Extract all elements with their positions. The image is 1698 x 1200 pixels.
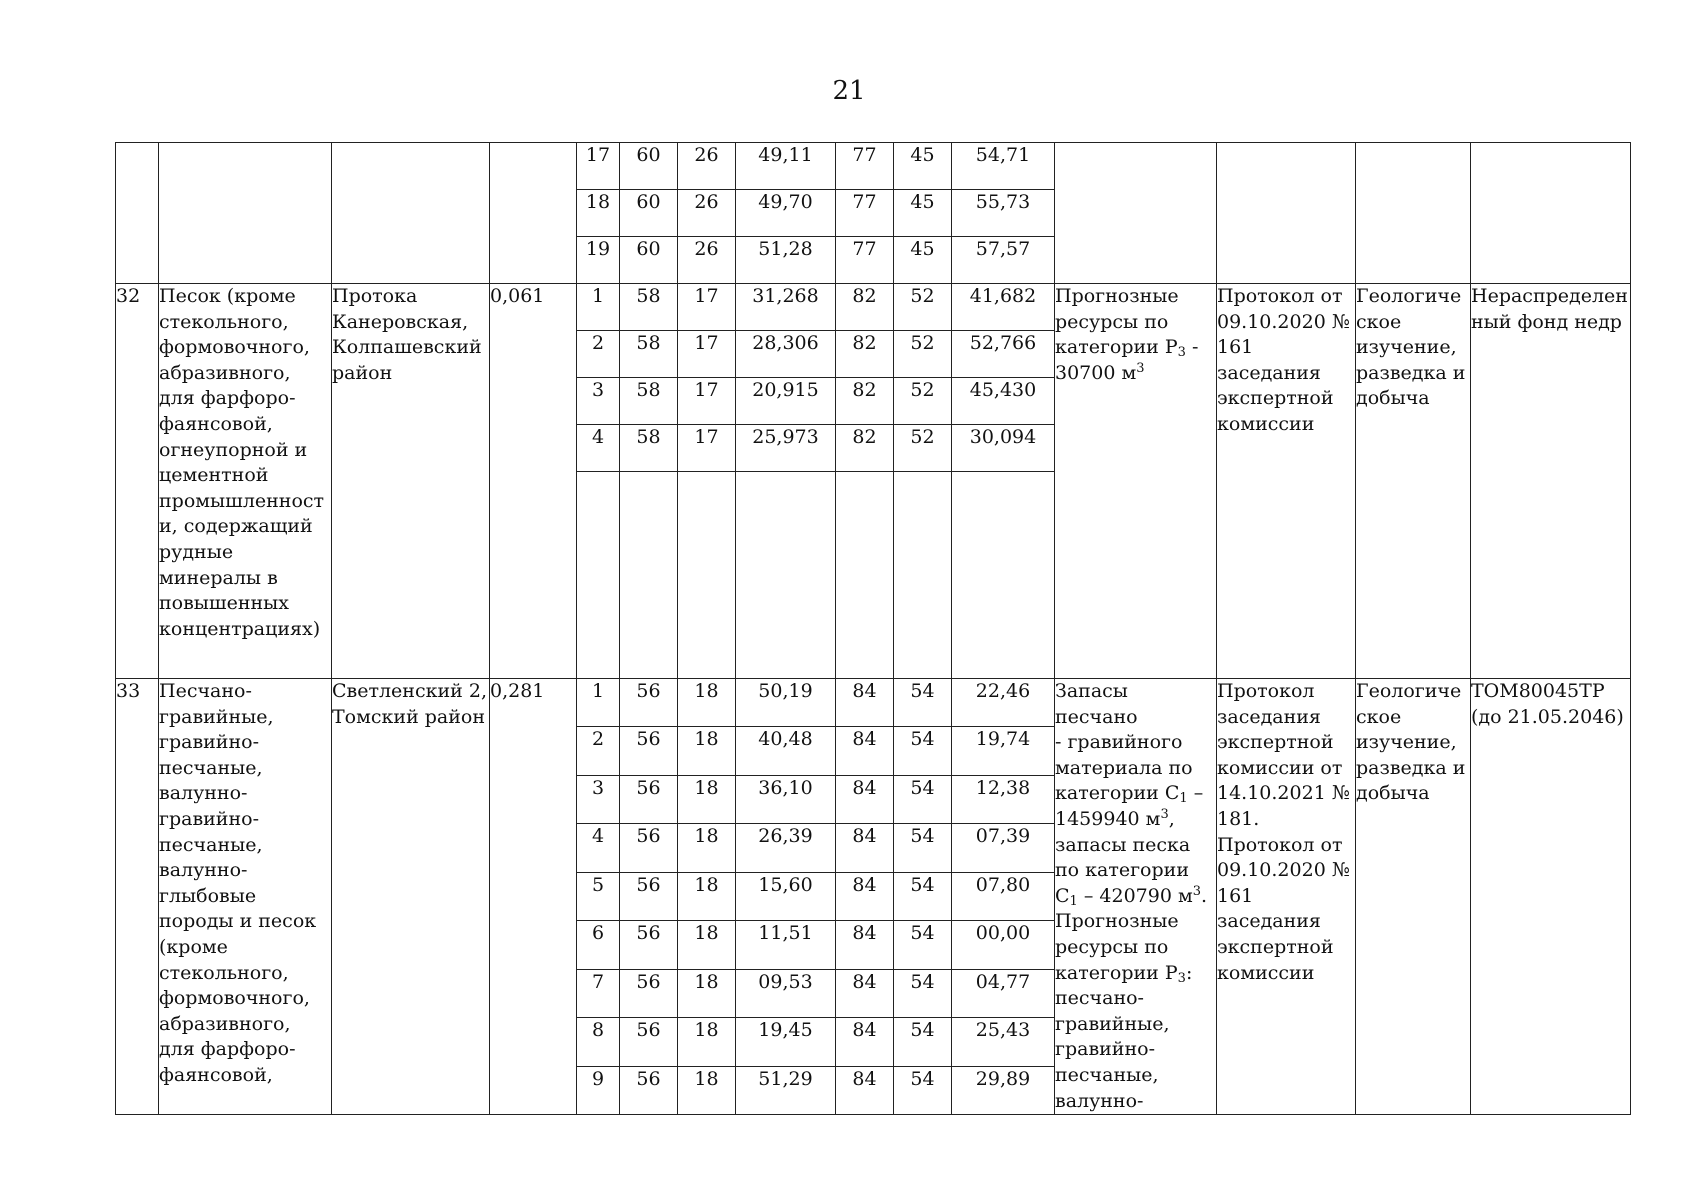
lat-minutes: 18 xyxy=(678,824,736,872)
lat-degrees: 56 xyxy=(620,921,678,969)
lat-seconds: 26,39 xyxy=(736,824,836,872)
cell-num-empty xyxy=(116,143,159,284)
mineral-type: Песок (кроме стекольного, формовочного, абразивного, для фарфоро- фаянсовой, огнеупорной и цементной промышленност и, содержащий рудные минералы в повышенных концентрациях) xyxy=(159,284,332,679)
point-number: 3 xyxy=(577,378,620,425)
lat-minutes: 18 xyxy=(678,1018,736,1066)
point-number: 2 xyxy=(577,331,620,378)
point-number: 3 xyxy=(577,775,620,823)
lat-degrees: 60 xyxy=(620,143,678,190)
lon-minutes: 54 xyxy=(894,1066,952,1114)
lon-degrees: 77 xyxy=(836,190,894,237)
lon-minutes: 54 xyxy=(894,921,952,969)
license-status: Нераспределен ный фонд недр xyxy=(1471,284,1631,679)
lon-minutes: 45 xyxy=(894,190,952,237)
lon-seconds: 54,71 xyxy=(952,143,1055,190)
lat-seconds: 28,306 xyxy=(736,331,836,378)
lon-seconds: 07,39 xyxy=(952,824,1055,872)
lat-degrees: 60 xyxy=(620,237,678,284)
lat-degrees: 56 xyxy=(620,824,678,872)
lat-seconds: 20,915 xyxy=(736,378,836,425)
lat-minutes: 18 xyxy=(678,921,736,969)
lat-degrees: 60 xyxy=(620,190,678,237)
lon-degrees: 77 xyxy=(836,237,894,284)
license-status: ТОМ80045ТР (до 21.05.2046) xyxy=(1471,679,1631,1115)
mineral-type: Песчано- гравийные, гравийно- песчаные, валунно- гравийно- песчаные, валунно- глыбовые породы и песок (кроме стекольного, формовочного, абразивного, для фарфоро- фаянсовой, xyxy=(159,679,332,1115)
lon-seconds: 04,77 xyxy=(952,969,1055,1017)
lat-degrees: 56 xyxy=(620,1066,678,1114)
lon-seconds: 45,430 xyxy=(952,378,1055,425)
lon-seconds: 19,74 xyxy=(952,727,1055,775)
lat-minutes: 17 xyxy=(678,331,736,378)
lon-minutes: 45 xyxy=(894,237,952,284)
lon-seconds: 57,57 xyxy=(952,237,1055,284)
cell-protocol-empty xyxy=(1217,143,1356,284)
subsoil-use-purpose: Геологиче ское изучение, разведка и добыча xyxy=(1356,679,1471,1115)
table-row-33 xyxy=(116,679,1631,727)
lat-seconds: 49,11 xyxy=(736,143,836,190)
lat-seconds: 15,60 xyxy=(736,872,836,920)
lon-degrees: 82 xyxy=(836,425,894,472)
lat-seconds: 09,53 xyxy=(736,969,836,1017)
cell-license-empty xyxy=(1471,143,1631,284)
lat-seconds: 51,28 xyxy=(736,237,836,284)
point-number: 17 xyxy=(577,143,620,190)
lon-minutes: 52 xyxy=(894,284,952,331)
lon-minutes: 54 xyxy=(894,679,952,727)
point-number: 19 xyxy=(577,237,620,284)
lat-degrees: 58 xyxy=(620,284,678,331)
cell-area-empty xyxy=(490,143,577,284)
point-number: 1 xyxy=(577,679,620,727)
lat-minutes: 18 xyxy=(678,727,736,775)
lat-minutes: 17 xyxy=(678,378,736,425)
blank-cell xyxy=(952,472,1055,679)
subsoil-use-purpose: Геологиче ское изучение, разведка и добыча xyxy=(1356,284,1471,679)
lon-degrees: 84 xyxy=(836,1018,894,1066)
point-number: 9 xyxy=(577,1066,620,1114)
lon-minutes: 54 xyxy=(894,727,952,775)
protocol-reference: Протокол от 09.10.2020 № 161 заседания экспертной комиссии xyxy=(1217,284,1356,679)
cell-location-empty xyxy=(332,143,490,284)
point-number: 1 xyxy=(577,284,620,331)
lat-minutes: 18 xyxy=(678,775,736,823)
lon-minutes: 54 xyxy=(894,872,952,920)
lon-minutes: 54 xyxy=(894,1018,952,1066)
lat-seconds: 40,48 xyxy=(736,727,836,775)
table-body xyxy=(116,143,1631,1115)
cell-mineral-empty xyxy=(159,143,332,284)
reserves-description: Запасы песчано - гравийного материала по категории $С_1$ – 1459940 $м^3$, запасы песка по категории $С_1 - 420790$ $м^3$. Прогнозные ресурсы по категории $Р_3$: песчано- гравийные, гравийно- песчаные, валунно- xyxy=(1055,679,1217,1115)
lon-seconds: 29,89 xyxy=(952,1066,1055,1114)
lon-degrees: 84 xyxy=(836,727,894,775)
page-number: 21 xyxy=(832,76,866,106)
lon-seconds: 12,38 xyxy=(952,775,1055,823)
lon-degrees: 84 xyxy=(836,872,894,920)
cell-resources-empty xyxy=(1055,143,1217,284)
lat-seconds: 19,45 xyxy=(736,1018,836,1066)
lat-minutes: 17 xyxy=(678,284,736,331)
cell-purpose-empty xyxy=(1356,143,1471,284)
lat-degrees: 56 xyxy=(620,969,678,1017)
blank-cell xyxy=(577,472,620,679)
lon-degrees: 77 xyxy=(836,143,894,190)
resources-description: Прогнозные ресурсы по категории $Р_3$ - 30700 $м^3$ xyxy=(1055,284,1217,679)
lat-seconds: 36,10 xyxy=(736,775,836,823)
point-number: 6 xyxy=(577,921,620,969)
lat-minutes: 26 xyxy=(678,237,736,284)
site-area: 0,061 xyxy=(490,284,577,679)
lon-seconds: 30,094 xyxy=(952,425,1055,472)
lon-minutes: 52 xyxy=(894,378,952,425)
lon-degrees: 84 xyxy=(836,775,894,823)
lat-degrees: 58 xyxy=(620,378,678,425)
lon-minutes: 54 xyxy=(894,969,952,1017)
lon-degrees: 82 xyxy=(836,331,894,378)
lon-degrees: 84 xyxy=(836,824,894,872)
lon-degrees: 84 xyxy=(836,921,894,969)
register-table xyxy=(115,142,1631,1115)
lat-seconds: 25,973 xyxy=(736,425,836,472)
table-row-32 xyxy=(116,284,1631,331)
lon-minutes: 54 xyxy=(894,775,952,823)
lat-minutes: 17 xyxy=(678,425,736,472)
lon-seconds: 41,682 xyxy=(952,284,1055,331)
lat-minutes: 18 xyxy=(678,969,736,1017)
point-number: 4 xyxy=(577,425,620,472)
table-row-prev-continuation xyxy=(116,143,1631,190)
lon-degrees: 82 xyxy=(836,378,894,425)
lat-minutes: 26 xyxy=(678,190,736,237)
lat-degrees: 56 xyxy=(620,727,678,775)
lon-seconds: 22,46 xyxy=(952,679,1055,727)
blank-cell xyxy=(894,472,952,679)
point-number: 4 xyxy=(577,824,620,872)
lon-minutes: 52 xyxy=(894,331,952,378)
lat-degrees: 56 xyxy=(620,679,678,727)
site-location: Светленский 2, Томский район xyxy=(332,679,490,1115)
lon-minutes: 54 xyxy=(894,824,952,872)
protocol-reference: Протокол заседания экспертной комиссии от 14.10.2021 № 181. Протокол от 09.10.2020 № 161 заседания экспертной комиссии xyxy=(1217,679,1356,1115)
point-number: 2 xyxy=(577,727,620,775)
lon-degrees: 84 xyxy=(836,679,894,727)
lon-seconds: 55,73 xyxy=(952,190,1055,237)
lon-seconds: 25,43 xyxy=(952,1018,1055,1066)
lat-minutes: 18 xyxy=(678,1066,736,1114)
lon-minutes: 52 xyxy=(894,425,952,472)
lat-seconds: 31,268 xyxy=(736,284,836,331)
lat-degrees: 58 xyxy=(620,425,678,472)
lat-seconds: 49,70 xyxy=(736,190,836,237)
lon-seconds: 07,80 xyxy=(952,872,1055,920)
lat-seconds: 11,51 xyxy=(736,921,836,969)
lat-degrees: 58 xyxy=(620,331,678,378)
lon-degrees: 84 xyxy=(836,969,894,1017)
lon-minutes: 45 xyxy=(894,143,952,190)
lat-seconds: 50,19 xyxy=(736,679,836,727)
lat-degrees: 56 xyxy=(620,872,678,920)
row-number: 33 xyxy=(116,679,159,1115)
lon-degrees: 84 xyxy=(836,1066,894,1114)
lat-minutes: 26 xyxy=(678,143,736,190)
blank-cell xyxy=(736,472,836,679)
blank-cell xyxy=(836,472,894,679)
point-number: 8 xyxy=(577,1018,620,1066)
lon-seconds: 52,766 xyxy=(952,331,1055,378)
lat-minutes: 18 xyxy=(678,872,736,920)
site-area: 0,281 xyxy=(490,679,577,1115)
lat-minutes: 18 xyxy=(678,679,736,727)
blank-cell xyxy=(620,472,678,679)
blank-cell xyxy=(678,472,736,679)
lat-degrees: 56 xyxy=(620,1018,678,1066)
lat-degrees: 56 xyxy=(620,775,678,823)
point-number: 18 xyxy=(577,190,620,237)
site-location: Протока Канеровская, Колпашевский район xyxy=(332,284,490,679)
row-number: 32 xyxy=(116,284,159,679)
point-number: 7 xyxy=(577,969,620,1017)
lon-seconds: 00,00 xyxy=(952,921,1055,969)
point-number: 5 xyxy=(577,872,620,920)
lat-seconds: 51,29 xyxy=(736,1066,836,1114)
lon-degrees: 82 xyxy=(836,284,894,331)
